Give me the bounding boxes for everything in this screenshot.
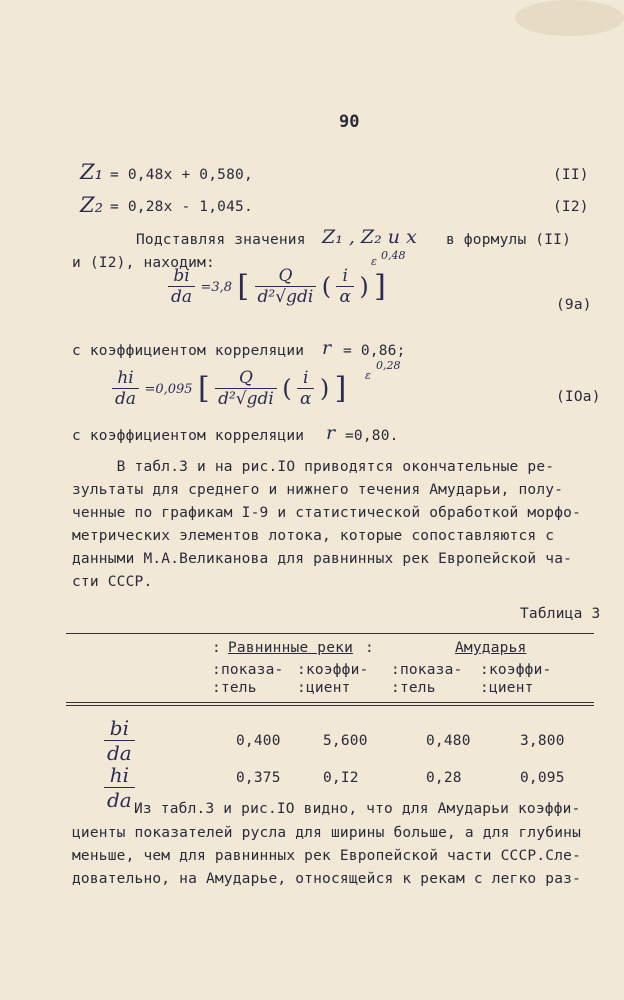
para2-line1: В табл.3 и на рис.IO приводятся окончательные ре- <box>72 459 555 475</box>
table-group-amudarya: Амударья <box>455 640 527 656</box>
eq12-lhs: Z₂ <box>80 193 104 217</box>
formula-10a-ratio: $\frac{i}{\alpha}$ <box>297 368 314 409</box>
formula-9a-ratio: $\frac{i}{\alpha}$ <box>336 266 353 307</box>
para2-line6: сти СССР. <box>72 574 153 590</box>
table-cell: 5,600 <box>323 733 368 749</box>
table-row-label: $\frac{hi}{da}$ <box>104 763 135 812</box>
table-subheader-coef-1: :коэффи- <box>297 662 369 678</box>
table-cell: 0,400 <box>236 733 281 749</box>
page-number: 90 <box>339 112 360 132</box>
table-caption: Таблица 3 <box>520 606 601 622</box>
para3-line4: довательно, на Амударье, относящейся к рекам с легко раз- <box>72 871 581 887</box>
formula-10a-exponent-base: ε <box>365 369 371 382</box>
table-cell: 0,480 <box>426 733 471 749</box>
table-subheader-indicator-2: :показа- <box>391 662 463 678</box>
formula-9a-exponent-base: ε <box>371 255 377 268</box>
formula-10a-label: (IOa) <box>556 389 601 405</box>
table-subheader-coef-2b: :циент <box>480 680 534 696</box>
table-subheader-indicator-2b: :тель <box>391 680 436 696</box>
formula-10a-lhs: $\frac{hi}{da}$ <box>112 368 139 409</box>
para3-line1: Из табл.3 и рис.IO видно, что для Амударьи коэффи- <box>134 801 581 817</box>
table-row-label: $\frac{bi}{da}$ <box>104 716 135 765</box>
corr1-text: с коэффициентом корреляции <box>72 343 305 359</box>
para1-line1-start: Подставляя значения <box>136 232 306 248</box>
table-colon: : <box>212 640 221 656</box>
eq12-label: (I2) <box>553 199 589 215</box>
para2-line5: данными М.А.Великанова для равнинных рек Европейской ча- <box>72 551 573 567</box>
formula-9a-inner: $\frac{Q}{\text{d²√gdi}}$ <box>255 266 317 307</box>
para2-line4: метрических элементов лотока, которые сопоставляются с <box>72 528 555 544</box>
para2-line3: ченные по графикам I-9 и статистической обработкой морфо- <box>72 505 581 521</box>
corr2-var: r <box>326 422 336 444</box>
formula-9a-lhs: $\frac{bi}{da}$ <box>168 266 195 307</box>
formula-10a-inner: $\frac{Q}{\text{d²√gdi}}$ <box>215 368 277 409</box>
table-top-rule <box>66 633 594 634</box>
eq11-rhs: = 0,48x + 0,580, <box>110 167 253 183</box>
table-header-rule <box>66 702 594 703</box>
corr2-text: с коэффициентом корреляции <box>72 428 305 444</box>
table-group-plain-rivers: Равнинные реки <box>228 640 354 656</box>
formula-9a: $\frac{bi}{da}$ =3,8 [ $\frac{Q}{\text{d²√gdi}}$ ( $\frac{i}{\alpha}$ ) ] <box>168 266 386 307</box>
formula-9a-exponent: 0,48 <box>381 249 406 262</box>
corr2-value: =0,80. <box>345 428 399 444</box>
formula-9a-coef: =3,8 <box>200 280 233 295</box>
eq11-lhs: Z₁ <box>80 160 104 184</box>
table-subheader-coef-1b: :циент <box>297 680 351 696</box>
corr1-value: = 0,86; <box>343 343 406 359</box>
table-subheader-coef-2: :коэффи- <box>480 662 552 678</box>
para3-line2: циенты показателей русла для ширины больше, а для глубины <box>72 825 581 841</box>
eq11-label: (II) <box>553 167 589 183</box>
para2-line2: зультаты для среднего и нижнего течения Амударьи, полу- <box>72 482 564 498</box>
table-cell: 0,I2 <box>323 770 359 786</box>
table-colon: : <box>365 640 374 656</box>
para1-variables: Z₁ , Z₂ и x <box>322 226 417 248</box>
table-cell: 0,28 <box>426 770 462 786</box>
formula-10a-exponent: 0,28 <box>376 359 401 372</box>
para3-line3: меньше, чем для равнинных рек Европейской части СССР.Сле- <box>72 848 581 864</box>
eq12-rhs: = 0,28x - 1,045. <box>110 199 253 215</box>
para1-line2: и (I2), находим: <box>72 255 215 271</box>
paper-stain <box>515 0 624 36</box>
formula-9a-label: (9a) <box>556 297 592 313</box>
table-header-rule-2 <box>66 705 594 706</box>
table-cell: 3,800 <box>520 733 565 749</box>
table-cell: 0,375 <box>236 770 281 786</box>
table-subheader-indicator-1b: :тель <box>212 680 257 696</box>
formula-10a-coef: =0,095 <box>144 382 193 397</box>
corr1-var: r <box>322 337 332 359</box>
formula-10a: $\frac{hi}{da}$ =0,095 [ $\frac{Q}{\text{d²√gdi}}$ ( $\frac{i}{\alpha}$ ) ] <box>112 368 346 409</box>
table-subheader-indicator-1: :показа- <box>212 662 284 678</box>
para1-line1-end: в формулы (II) <box>446 232 572 248</box>
table-cell: 0,095 <box>520 770 565 786</box>
